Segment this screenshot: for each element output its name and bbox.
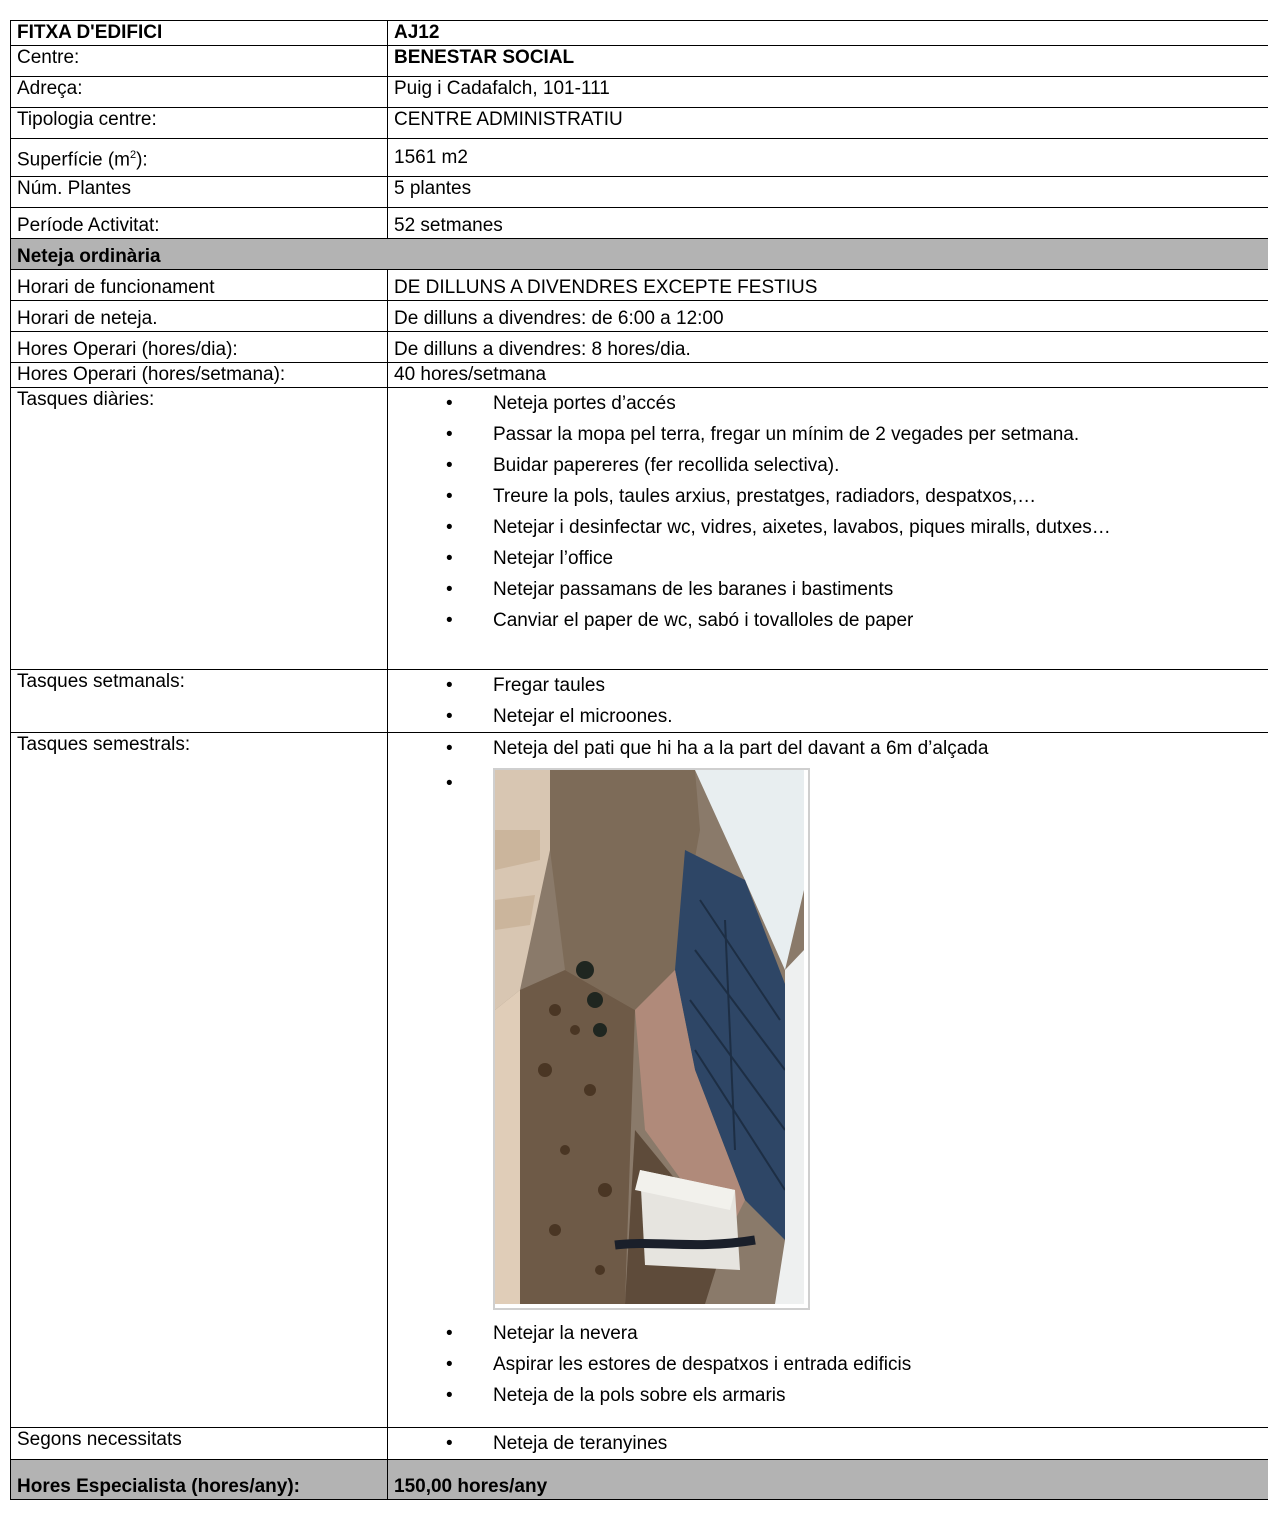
patio-photo-image (495, 770, 804, 1304)
patio-photo (493, 768, 810, 1310)
list-item: • Neteja del pati que hi ha a la part del davant a 6m d’alçada (394, 733, 1262, 764)
list-item: • Aspirar les estores de despatxos i entrada edificis (394, 1349, 1262, 1380)
period-value: 52 setmanes (388, 208, 1268, 239)
list-item: • Fregar taules (394, 670, 1262, 701)
centre-label: Centre: (11, 46, 388, 77)
header-label: FITXA D'EDIFICI (11, 21, 388, 46)
floors-value: 5 plantes (388, 177, 1268, 208)
centre-value: BENESTAR SOCIAL (388, 46, 1268, 77)
cleaning-hours-value: De dilluns a divendres: de 6:00 a 12:00 (388, 301, 1268, 332)
list-item: • Buidar papereres (fer recollida selectiva). (394, 450, 1262, 481)
list-item: • Neteja de la pols sobre els armaris (394, 1380, 1262, 1411)
type-value: CENTRE ADMINISTRATIU (388, 108, 1268, 139)
list-item: • Treure la pols, taules arxius, prestatges, radiadors, despatxos,… (394, 481, 1262, 512)
info-row-period (11, 208, 1268, 239)
list-item: • Passar la mopa pel terra, fregar un mínim de 2 vegades per setmana. (394, 419, 1262, 450)
section-title: Neteja ordinària (11, 239, 1268, 270)
semestral-tasks-label: Tasques semestrals: (11, 733, 388, 1428)
specialist-hours-row (11, 1460, 1268, 1500)
list-item: • Canviar el paper de wc, sabó i tovalloles de paper (394, 605, 1262, 636)
info-row-type (11, 108, 1268, 139)
building-sheet-table (10, 20, 1268, 1500)
semestral-tasks-cell (388, 733, 1268, 1428)
as-needed-row (11, 1428, 1268, 1460)
building-code: AJ12 (388, 21, 1268, 46)
weekly-tasks-label: Tasques setmanals: (11, 670, 388, 733)
daily-hours-value: De dilluns a divendres: 8 hores/dia. (388, 332, 1268, 363)
as-needed-label: Segons necessitats (11, 1428, 388, 1460)
address-value: Puig i Cadafalch, 101-111 (388, 77, 1268, 108)
operation-hours-value: DE DILLUNS A DIVENDRES EXCEPTE FESTIUS (388, 270, 1268, 301)
semestral-tasks-list (394, 733, 1262, 1411)
list-item: • Netejar la nevera (394, 1318, 1262, 1349)
list-item: • Netejar passamans de les baranes i bastiments (394, 574, 1262, 605)
schedule-row-cleaning (11, 301, 1268, 332)
daily-tasks-cell (388, 388, 1268, 670)
floors-label: Núm. Plantes (11, 177, 388, 208)
info-row-address (11, 77, 1268, 108)
schedule-row-operation (11, 270, 1268, 301)
type-label: Tipologia centre: (11, 108, 388, 139)
info-row-floors (11, 177, 1268, 208)
schedule-row-weekly-hours (11, 363, 1268, 388)
cleaning-hours-label: Horari de neteja. (11, 301, 388, 332)
weekly-hours-value: 40 hores/setmana (388, 363, 1268, 388)
weekly-tasks-list (394, 670, 1262, 732)
list-item: • Netejar i desinfectar wc, vidres, aixetes, lavabos, piques miralls, dutxes… (394, 512, 1262, 543)
address-label: Adreça: (11, 77, 388, 108)
period-label: Període Activitat: (11, 208, 388, 239)
list-item: • Netejar el microones. (394, 701, 1262, 732)
surface-value: 1561 m2 (388, 139, 1268, 177)
weekly-hours-label: Hores Operari (hores/setmana): (11, 363, 388, 388)
photo-list-item (394, 768, 1262, 1310)
operation-hours-label: Horari de funcionament (11, 270, 388, 301)
info-row-centre (11, 46, 1268, 77)
as-needed-list (394, 1428, 1262, 1459)
daily-hours-label: Hores Operari (hores/dia): (11, 332, 388, 363)
schedule-row-daily-hours (11, 332, 1268, 363)
surface-label: Superfície $(m^2)$: (11, 139, 388, 177)
weekly-tasks-row (11, 670, 1268, 733)
info-row-surface (11, 139, 1268, 177)
semestral-tasks-row (11, 733, 1268, 1428)
as-needed-cell (388, 1428, 1268, 1460)
specialist-hours-value: 150,00 hores/any (388, 1460, 1268, 1500)
list-item: • Neteja de teranyines (394, 1428, 1262, 1459)
list-item: • Neteja portes d’accés (394, 388, 1262, 419)
daily-tasks-row (11, 388, 1268, 670)
weekly-tasks-cell (388, 670, 1268, 733)
daily-tasks-list (394, 388, 1262, 636)
specialist-hours-label: Hores Especialista (hores/any): (11, 1460, 388, 1500)
daily-tasks-label: Tasques diàries: (11, 388, 388, 670)
section-header-row (11, 239, 1268, 270)
header-row (11, 21, 1268, 46)
list-item: • Netejar l’office (394, 543, 1262, 574)
